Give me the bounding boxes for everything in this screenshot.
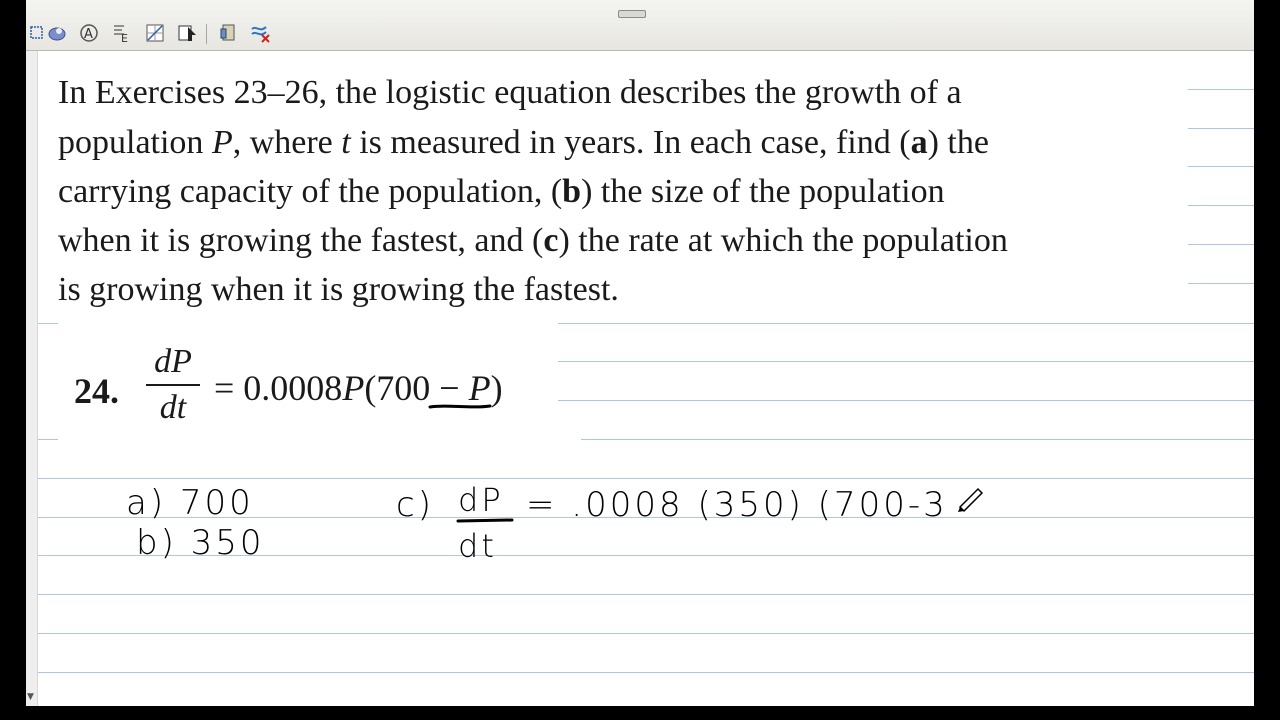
- fraction-numerator: dP: [154, 343, 192, 380]
- toolbar-grip[interactable]: [618, 10, 646, 18]
- variable-p: P: [468, 368, 491, 408]
- ruled-line: [38, 633, 1254, 634]
- left-scrollbar[interactable]: [26, 51, 38, 706]
- note-canvas[interactable]: [26, 51, 1254, 706]
- fraction-denominator: dt: [159, 389, 187, 426]
- part-b-label: b: [562, 173, 582, 210]
- graph-paper-icon[interactable]: [144, 22, 166, 44]
- select-icon[interactable]: [26, 22, 48, 44]
- ink-underline: [426, 401, 496, 413]
- eraser-icon[interactable]: [46, 22, 68, 44]
- ink-answer-a: a) 700: [126, 483, 254, 523]
- text-run: = 0.0008: [214, 368, 343, 408]
- paragraph-line-2: [58, 123, 989, 163]
- ink-answer-c-expression: = .0008 (350) (700-3: [526, 485, 948, 525]
- svg-text:A: A: [84, 27, 93, 42]
- ink-answer-c-label: c): [396, 485, 434, 525]
- variable-t: t: [341, 124, 351, 161]
- text-run: carrying capacity of the population, (: [58, 173, 563, 210]
- ruled-line: [38, 478, 1254, 479]
- part-a-label: a: [910, 124, 928, 161]
- insert-icon[interactable]: [176, 22, 198, 44]
- text-run: is measured in years. In each case, find (: [350, 124, 911, 161]
- scroll-down-icon[interactable]: ▼: [27, 692, 34, 702]
- clear-ink-icon[interactable]: [250, 22, 272, 44]
- ruled-line: [1188, 283, 1254, 284]
- problem-24: [74, 336, 674, 426]
- ink-answer-b: b) 350: [136, 523, 265, 563]
- text-run: (700 −: [364, 368, 469, 408]
- ruled-line: [581, 439, 1254, 440]
- ruled-line: [38, 439, 58, 440]
- text-run: population: [58, 124, 212, 161]
- ruled-line: [1188, 128, 1254, 129]
- ruled-line: [1188, 244, 1254, 245]
- paragraph-line-3: [58, 172, 945, 212]
- notebook-window: [26, 0, 1254, 706]
- problem-number: 24.: [74, 371, 119, 411]
- ruled-line: [1188, 166, 1254, 167]
- ruled-line: [1188, 205, 1254, 206]
- paragraph-line-1: In Exercises 23–26, the logistic equation describes the growth of a: [58, 74, 962, 111]
- variable-p: P: [211, 124, 233, 161]
- text-run: ) the: [927, 124, 989, 161]
- text-run: , where: [232, 124, 342, 161]
- text-tool-icon[interactable]: [78, 22, 100, 44]
- text-run: ): [490, 368, 503, 408]
- ink-fraction-denominator: dt: [458, 527, 497, 565]
- text-run: ) the size of the population: [581, 173, 945, 210]
- part-c-label: c: [543, 222, 559, 259]
- ruled-line: [38, 594, 1254, 595]
- toolbar: [26, 0, 1254, 51]
- svg-text:E: E: [121, 32, 128, 43]
- ruled-line: [1188, 89, 1254, 90]
- ink-fraction-numerator: dP: [458, 481, 504, 519]
- page-setup-icon[interactable]: [218, 22, 240, 44]
- variable-p: P: [342, 368, 365, 408]
- ruled-line: [38, 323, 58, 324]
- ruled-line: [558, 323, 1254, 324]
- pen-cursor-icon: [956, 483, 986, 513]
- text-run: ) the rate at which the population: [558, 222, 1008, 259]
- paragraph-line-5: is growing when it is growing the fastest.: [58, 271, 619, 308]
- ink-fraction-bar: [456, 517, 516, 525]
- derivative-fraction: [146, 342, 200, 428]
- format-text-icon[interactable]: [112, 22, 134, 44]
- text-run: when it is growing the fastest, and (: [58, 222, 544, 259]
- ruled-line: [38, 672, 1254, 673]
- toolbar-separator: [206, 24, 207, 44]
- fraction-bar: [146, 384, 200, 386]
- paragraph-line-4: [58, 221, 1008, 261]
